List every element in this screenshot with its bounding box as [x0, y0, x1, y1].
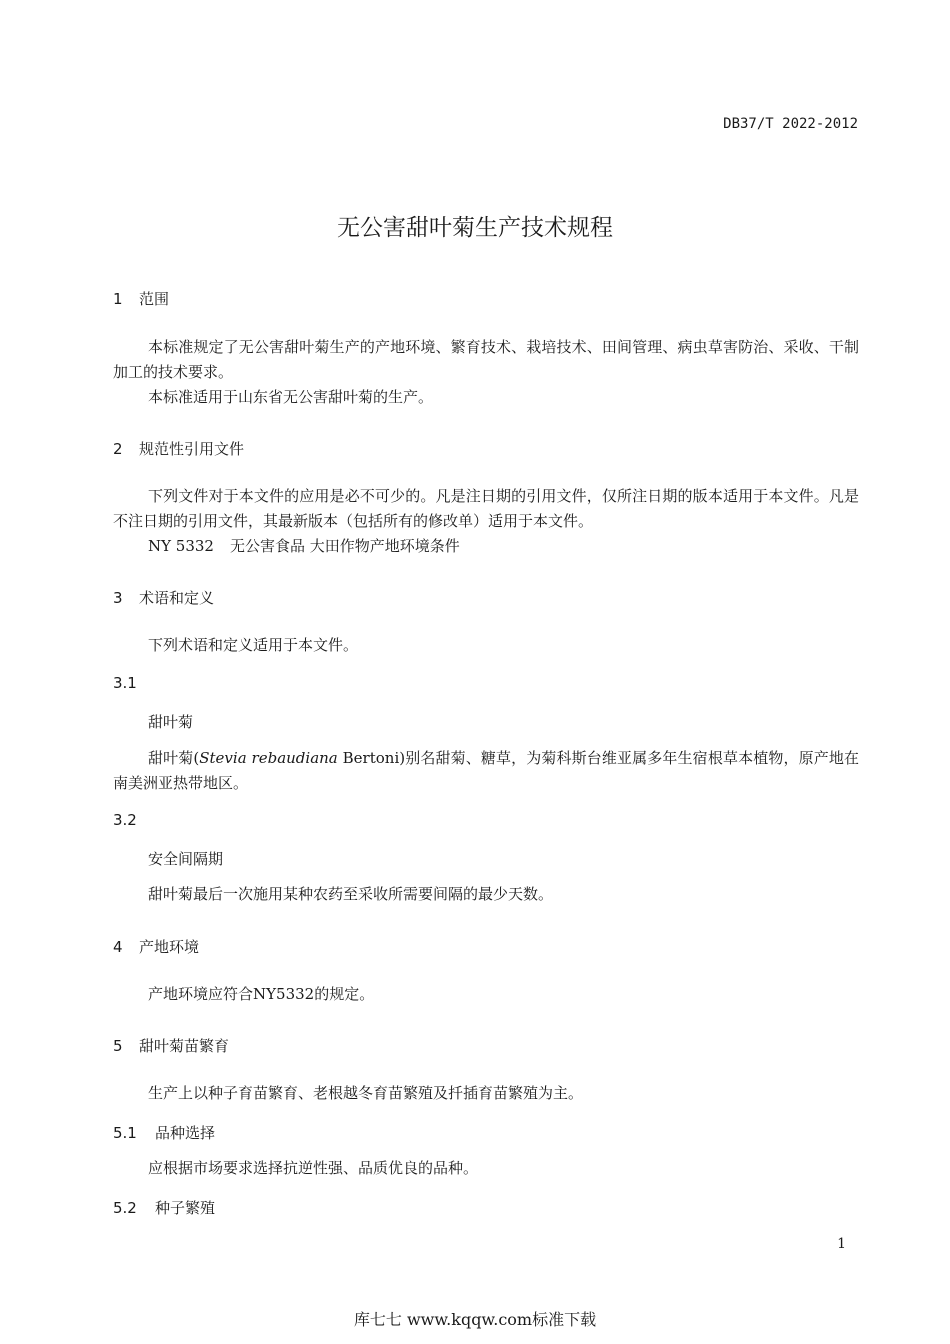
section-1-paragraph-2: 本标准适用于山东省无公害甜叶菊的生产。 — [148, 388, 434, 406]
term-3-1-definition — [113, 746, 859, 796]
section-number: 5.1 — [113, 1124, 137, 1142]
term-3-2-definition: 甜叶菊最后一次施用某种农药至采收所需要间隔的最少天数。 — [148, 885, 554, 903]
document-code: DB37/T 2022-2012 — [723, 116, 858, 132]
term-3-1-number: 3.1 — [113, 674, 137, 692]
section-number: 2 — [113, 440, 123, 458]
reference-title: 无公害食品 大田作物产地环境条件 — [229, 537, 460, 555]
section-5-heading — [113, 1035, 229, 1056]
section-5-2-heading — [113, 1197, 215, 1218]
term-3-1-name: 甜叶菊 — [148, 713, 194, 731]
term-3-2-name: 安全间隔期 — [148, 850, 224, 868]
section-5-1-paragraph-1: 应根据市场要求选择抗逆性强、品质优良的品种。 — [148, 1159, 479, 1177]
section-title: 产地环境 — [139, 938, 200, 956]
definition-text: 甜叶菊( — [148, 749, 200, 767]
section-5-1-heading — [113, 1122, 215, 1143]
section-title: 范围 — [139, 290, 170, 308]
section-title: 术语和定义 — [139, 589, 215, 607]
term-3-2-number: 3.2 — [113, 811, 137, 829]
reference-code: NY 5332 — [148, 537, 214, 555]
section-3-heading — [113, 587, 214, 608]
section-5-paragraph-1: 生产上以种子育苗繁育、老根越冬育苗繁殖及扦插育苗繁殖为主。 — [148, 1084, 584, 1102]
section-number: 3 — [113, 589, 123, 607]
section-1-heading — [113, 288, 169, 309]
section-number: 1 — [113, 290, 123, 308]
section-4-heading — [113, 936, 199, 957]
document-title: 无公害甜叶菊生产技术规程 — [337, 215, 613, 241]
section-number: 5.2 — [113, 1199, 137, 1217]
footer-watermark: 库七七 www.kqqw.com标准下载 — [353, 1310, 597, 1329]
section-1-paragraph-1: 本标准规定了无公害甜叶菊生产的产地环境、繁育技术、栽培技术、田间管理、病虫草害防治、采收、干制加工的技术要求。 — [113, 338, 859, 381]
section-title: 品种选择 — [155, 1124, 216, 1142]
page-number: 1 — [837, 1236, 846, 1252]
section-3-paragraph-1: 下列术语和定义适用于本文件。 — [148, 636, 359, 654]
definition-text: Bertoni)别名甜菊、糖草，为菊科斯台维亚属多年生宿根草本植物，原产地在南美洲亚热带地区。 — [113, 749, 859, 792]
section-number: 5 — [113, 1037, 123, 1055]
section-2-paragraph-1: 下列文件对于本文件的应用是必不可少的。凡是注日期的引用文件，仅所注日期的版本适用于本文件。凡是不注日期的引用文件，其最新版本（包括所有的修改单）适用于本文件。 — [113, 487, 859, 530]
section-title: 甜叶菊苗繁育 — [139, 1037, 230, 1055]
section-title: 种子繁殖 — [155, 1199, 216, 1217]
latin-name: Stevia rebaudiana — [199, 749, 338, 767]
normative-reference — [148, 534, 460, 559]
section-number: 4 — [113, 938, 123, 956]
section-4-paragraph-1: 产地环境应符合NY5332的规定。 — [148, 985, 375, 1003]
section-2-heading — [113, 438, 244, 459]
section-title: 规范性引用文件 — [139, 440, 245, 458]
